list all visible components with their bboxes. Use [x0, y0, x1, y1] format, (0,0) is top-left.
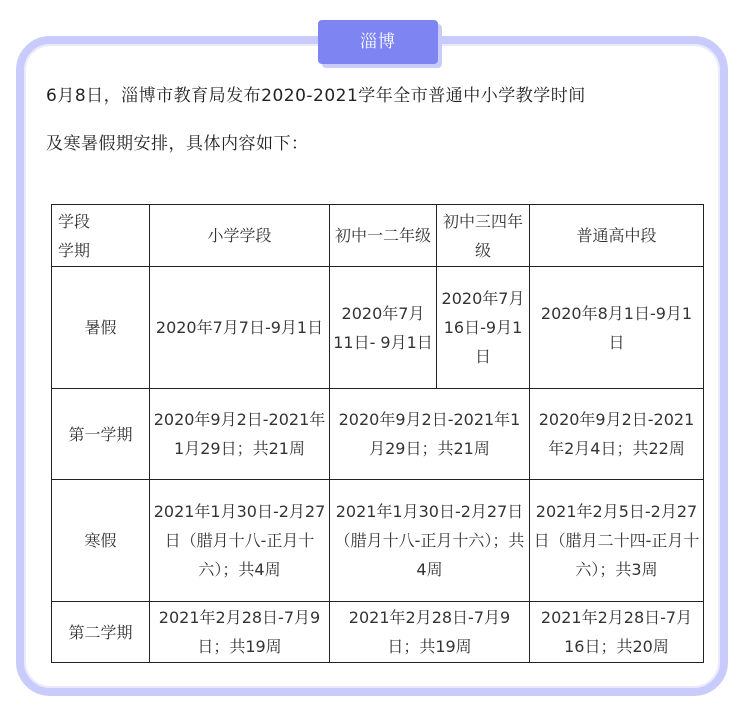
cell-winter-junior: 2021年1月30日-2月27日（腊月十八-正月十六）；共4周 — [330, 480, 530, 602]
cell-summer-senior: 2020年8月1日-9月1日 — [530, 267, 704, 389]
cell-summer-primary: 2020年7月7日-9月1日 — [150, 267, 330, 389]
intro-line-1: 6月8日，淄博市教育局发布2020-2021学年全市普通中小学教学时间 — [46, 86, 586, 106]
intro-line-2: 及寒暑假期安排，具体内容如下： — [46, 134, 309, 154]
header-senior: 普通高中段 — [530, 205, 704, 267]
row-label-winter: 寒假 — [52, 480, 150, 602]
header-junior12: 初中一二年级 — [330, 205, 437, 267]
cell-term2-primary: 2021年2月28日-7月9日；共19周 — [150, 602, 330, 663]
row-label-term1: 第一学期 — [52, 389, 150, 480]
cell-summer-junior12: 2020年7月11日- 9月1日 — [330, 267, 437, 389]
table-row — [52, 480, 704, 602]
table-row — [52, 267, 704, 389]
cell-winter-primary: 2021年1月30日-2月27日（腊月十八-正月十六）；共4周 — [150, 480, 330, 602]
table-row — [52, 602, 704, 663]
cell-winter-senior: 2021年2月5日-2月27日（腊月二十四-正月十六）；共3周 — [530, 480, 704, 602]
cell-term1-junior: 2020年9月2日-2021年1月29日；共21周 — [330, 389, 530, 480]
cell-term1-senior: 2020年9月2日-2021年2月4日；共22周 — [530, 389, 704, 480]
region-badge: 淄博 — [318, 20, 438, 64]
cell-term1-primary: 2020年9月2日-2021年1月29日；共21周 — [150, 389, 330, 480]
row-label-term2: 第二学期 — [52, 602, 150, 663]
intro-paragraph — [46, 72, 706, 168]
cell-term2-junior: 2021年2月28日-7月9日；共19周 — [330, 602, 530, 663]
table-row — [52, 389, 704, 480]
corner-term-label: 学期 — [58, 240, 91, 260]
header-primary: 小学学段 — [150, 205, 330, 267]
table-header-row — [52, 205, 704, 267]
cell-term2-senior: 2021年2月28日-7月16日；共20周 — [530, 602, 704, 663]
row-label-summer: 暑假 — [52, 267, 150, 389]
corner-header-cell — [52, 205, 150, 267]
corner-stage-label: 学段 — [58, 211, 91, 231]
header-junior34: 初中三四年级 — [437, 205, 530, 267]
schedule-table — [51, 204, 704, 663]
cell-summer-junior34: 2020年7月16日-9月1日 — [437, 267, 530, 389]
